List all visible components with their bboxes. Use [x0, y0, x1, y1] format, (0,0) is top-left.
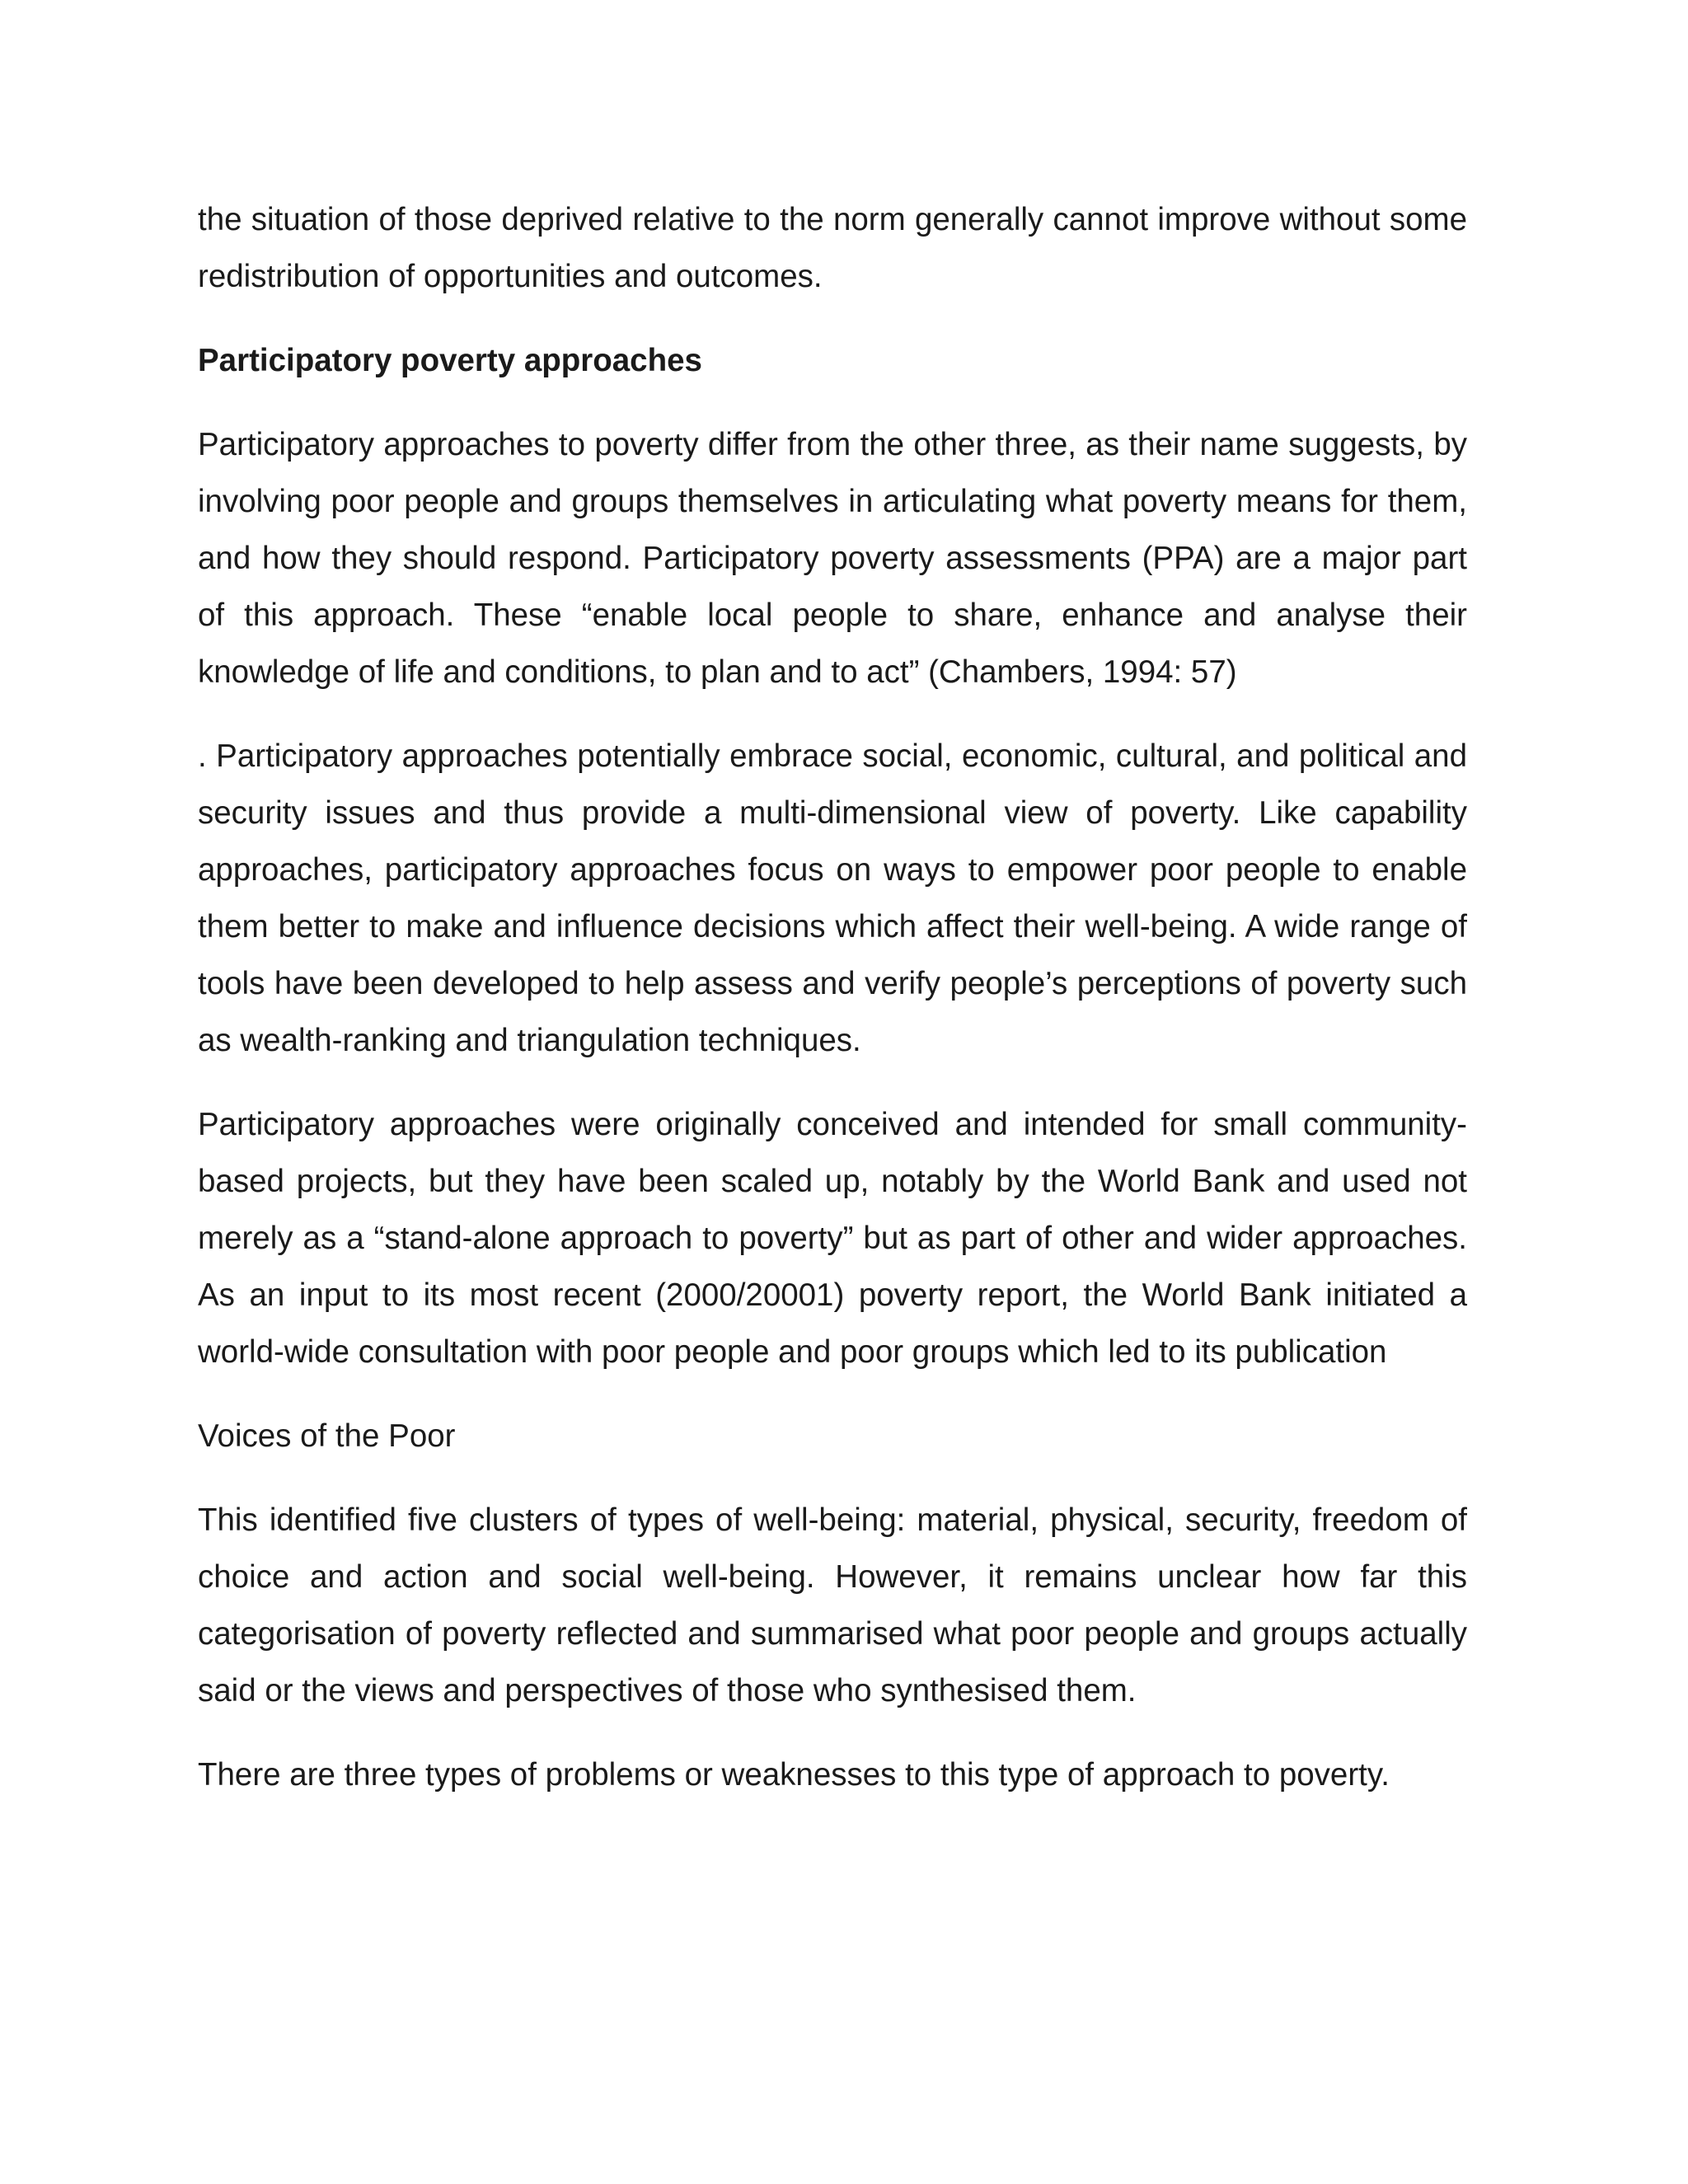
- paragraph-world-bank: Participatory approaches were originally conceived and intended for small community-based projects, but they have been scaled up, notably by the World Bank and used not merely as a “stand-alone approach to poverty” but as part of other and wider approaches. As an input to its most recent (2000/20001) poverty report, the World Bank initiated a world-wide consultation with poor people and poor groups which led to its publication: [198, 1107, 1467, 1370]
- paragraph-participatory-approaches: Participatory approaches to poverty differ from the other three, as their name suggests, by involving poor people and groups themselves in articulating what poverty means for them, and how they should respond. Participatory poverty assessments (PPA) are a major part of this approach. These “enable local people to share, enhance and analyse their knowledge of life and conditions, to plan and to act” (Chambers, 1994: 57): [198, 427, 1467, 690]
- section-heading: Participatory poverty approaches: [198, 343, 702, 378]
- document-page: [198, 191, 1467, 1830]
- paragraph-multidimensional-view: . Participatory approaches potentially embrace social, economic, cultural, and political and security issues and thus provide a multi-dimensional view of poverty. Like capability approaches, participatory approaches focus on ways to empower poor people to enable them better to make and influence decisions which affect their well-being. A wide range of tools have been developed to help assess and verify people’s perceptions of poverty such as wealth-ranking and triangulation techniques.: [198, 738, 1467, 1058]
- paragraph-wellbeing-clusters: This identified five clusters of types of well-being: material, physical, security, freedom of choice and action and social well-being. However, it remains unclear how far this categorisation of poverty reflected and summarised what poor people and groups actually said or the views and perspectives of those who synthesised them.: [198, 1502, 1467, 1708]
- paragraph-intro: the situation of those deprived relative to the norm generally cannot improve without some redistribution of opportunities and outcomes.: [198, 202, 1467, 294]
- publication-title: Voices of the Poor: [198, 1418, 456, 1454]
- paragraph-weaknesses: There are three types of problems or weaknesses to this type of approach to poverty.: [198, 1757, 1390, 1793]
